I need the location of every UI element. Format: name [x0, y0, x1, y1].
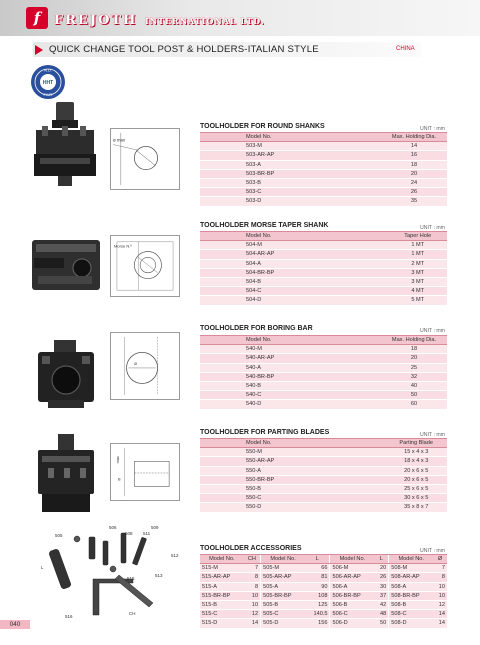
model-number-cell: 515-BR-BP: [200, 591, 244, 600]
table-row: [200, 448, 447, 457]
callout-513: 513: [155, 573, 163, 578]
parting-blade-diagram-label-max: max: [115, 456, 120, 464]
table-row: [200, 188, 447, 197]
certification-seal-icon: [30, 64, 66, 100]
model-number-cell: 540-B: [200, 382, 286, 391]
section-title-accessories: TOOLHOLDER ACCESSORIES: [200, 545, 302, 552]
model-number-cell: 540-D: [200, 400, 286, 409]
model-number-cell: 503-D: [200, 197, 286, 206]
model-number-cell: 503-AR-AP: [200, 151, 286, 160]
table-row: [200, 494, 447, 503]
spec-value-cell: 81: [305, 573, 330, 582]
model-number-cell: 503-C: [200, 188, 286, 197]
table-row: [200, 564, 447, 573]
spec-value-cell: 14: [433, 610, 447, 619]
model-number-cell: 505-B: [261, 601, 305, 610]
spec-value-cell: 7: [433, 564, 447, 573]
parting-blade-diagram-label-b: B: [117, 477, 121, 482]
column-header: Model No.: [200, 232, 293, 241]
spec-value-cell: 108: [305, 591, 330, 600]
morse-taper-holder-photo: [28, 232, 104, 296]
brand-sub: INTERNATIONAL LTD.: [144, 16, 265, 26]
title-arrow-icon: [35, 45, 43, 55]
spec-value-cell: 8: [433, 573, 447, 582]
spec-value-cell: 40: [286, 382, 447, 391]
spec-value-cell: 4 MT: [293, 287, 447, 296]
model-number-cell: 505-BR-BP: [261, 591, 305, 600]
table-row: [200, 372, 447, 381]
spec-value-cell: 25 x 6 x 5: [290, 485, 447, 494]
table-row: [200, 169, 447, 178]
parting-blade-diagram: [110, 443, 180, 501]
spec-value-cell: 125: [305, 601, 330, 610]
table-row: [200, 363, 447, 372]
callout-506: 506: [109, 525, 117, 530]
unit-label-parting-blades: UNIT : mm: [420, 432, 445, 438]
column-header: CH: [244, 555, 261, 564]
callout-ch: CH: [129, 611, 136, 616]
spec-value-cell: 24: [286, 179, 447, 188]
model-number-cell: 503-BR-BP: [200, 169, 286, 178]
spec-value-cell: 18: [286, 160, 447, 169]
page-number: 040: [0, 620, 30, 629]
spec-value-cell: 20 x 6 x 5: [290, 475, 447, 484]
spec-value-cell: 30 x 6 x 5: [290, 494, 447, 503]
model-number-cell: 506-M: [330, 564, 374, 573]
table-row: [200, 287, 447, 296]
spec-value-cell: 14: [433, 619, 447, 628]
spec-value-cell: 20: [286, 169, 447, 178]
column-header: Model No.: [200, 555, 244, 564]
section-title-parting-blades: TOOLHOLDER FOR PARTING BLADES: [200, 429, 330, 436]
model-number-cell: 504-AR-AP: [200, 250, 293, 259]
section-title-round-shanks: TOOLHOLDER FOR ROUND SHANKS: [200, 123, 325, 130]
boring-bar-diagram-label: ø: [134, 361, 137, 367]
spec-value-cell: 50: [374, 619, 389, 628]
unit-label-round-shanks: UNIT : mm: [420, 126, 445, 132]
round-shank-diagram: [110, 128, 180, 190]
spec-value-cell: 10: [244, 591, 261, 600]
model-number-cell: 504-A: [200, 259, 293, 268]
morse-taper-diagram: [110, 235, 180, 297]
model-number-cell: 515-C: [200, 610, 244, 619]
accessories-table: [200, 554, 447, 629]
model-number-cell: 508-B: [389, 601, 433, 610]
spec-value-cell: 20 x 6 x 5: [290, 466, 447, 475]
table-row: [200, 278, 447, 287]
model-number-cell: 550-BR-BP: [200, 475, 290, 484]
spec-value-cell: 140.5: [305, 610, 330, 619]
table-row: [200, 601, 447, 610]
callout-515: 515: [127, 576, 135, 581]
callout-l: L: [41, 565, 44, 570]
spec-value-cell: 18: [286, 345, 447, 354]
model-number-cell: 503-M: [200, 142, 286, 151]
table-row: [200, 296, 447, 305]
callout-516: 516: [65, 614, 73, 619]
spec-value-cell: 5 MT: [293, 296, 447, 305]
seal-bottom-text: FAIR: [43, 92, 53, 97]
spec-value-cell: 3 MT: [293, 268, 447, 277]
spec-value-cell: 1 MT: [293, 241, 447, 250]
parting-blades-table: [200, 438, 447, 513]
spec-value-cell: 8: [244, 582, 261, 591]
column-header: Model No.: [200, 439, 290, 448]
spec-value-cell: 10: [433, 582, 447, 591]
model-number-cell: 550-A: [200, 466, 290, 475]
model-number-cell: 508-A: [389, 582, 433, 591]
spec-value-cell: 26: [286, 188, 447, 197]
column-header: Parting Blade: [290, 439, 447, 448]
model-number-cell: 506-C: [330, 610, 374, 619]
model-number-cell: 540-M: [200, 345, 286, 354]
table-row: [200, 160, 447, 169]
model-number-cell: 506-A: [330, 582, 374, 591]
spec-value-cell: 1 MT: [293, 250, 447, 259]
morse-taper-diagram-label: Morse N.º: [114, 243, 132, 249]
model-number-cell: 505-A: [261, 582, 305, 591]
model-number-cell: 506-BR-BP: [330, 591, 374, 600]
model-number-cell: 505-C: [261, 610, 305, 619]
table-row: [200, 582, 447, 591]
column-header: Max. Holding Dia.: [286, 336, 447, 345]
model-number-cell: 506-D: [330, 619, 374, 628]
table-row: [200, 179, 447, 188]
region-label: CHINA: [396, 46, 415, 52]
model-number-cell: 508-AR-AP: [389, 573, 433, 582]
section-title-boring-bar: TOOLHOLDER FOR BORING BAR: [200, 325, 313, 332]
model-number-cell: 504-C: [200, 287, 293, 296]
model-number-cell: 540-C: [200, 391, 286, 400]
table-row: [200, 400, 447, 409]
model-number-cell: 550-D: [200, 503, 290, 512]
spec-value-cell: 16: [286, 151, 447, 160]
model-number-cell: 508-C: [389, 610, 433, 619]
callout-508: 508: [125, 531, 133, 536]
table-row: [200, 573, 447, 582]
model-number-cell: 505-AR-AP: [261, 573, 305, 582]
round-shanks-table: [200, 132, 447, 207]
model-number-cell: 540-AR-AP: [200, 354, 286, 363]
spec-value-cell: 10: [433, 591, 447, 600]
morse-taper-table: [200, 231, 447, 306]
spec-value-cell: 156: [305, 619, 330, 628]
table-row: [200, 151, 447, 160]
column-header: Model No.: [330, 555, 374, 564]
spec-value-cell: 37: [374, 591, 389, 600]
table-row: [200, 591, 447, 600]
unit-label-morse-taper: UNIT : mm: [420, 225, 445, 231]
spec-value-cell: 35 x 8 x 7: [290, 503, 447, 512]
spec-value-cell: 20: [374, 564, 389, 573]
model-number-cell: 505-D: [261, 619, 305, 628]
brand-main: FREJOTH: [54, 13, 138, 28]
column-header: Taper Hole: [293, 232, 447, 241]
table-row: [200, 466, 447, 475]
spec-value-cell: 30: [374, 582, 389, 591]
accessories-illustration: [33, 519, 181, 623]
model-number-cell: 515-A: [200, 582, 244, 591]
table-row: [200, 354, 447, 363]
spec-value-cell: 14: [286, 142, 447, 151]
spec-value-cell: 2 MT: [293, 259, 447, 268]
callout-511: 511: [143, 531, 151, 536]
spec-value-cell: 15 x 4 x 3: [290, 448, 447, 457]
spec-value-cell: 48: [374, 610, 389, 619]
model-number-cell: 503-B: [200, 179, 286, 188]
model-number-cell: 504-BR-BP: [200, 268, 293, 277]
model-number-cell: 515-AR-AP: [200, 573, 244, 582]
spec-value-cell: 32: [286, 372, 447, 381]
column-header: Model No.: [200, 336, 286, 345]
table-row: [200, 610, 447, 619]
model-number-cell: 503-A: [200, 160, 286, 169]
table-row: [200, 503, 447, 512]
model-number-cell: 508-M: [389, 564, 433, 573]
round-shank-holder-photo: [28, 100, 102, 188]
column-header: Max. Holding Dia.: [286, 133, 447, 142]
seal-top-text: N.D.: [44, 67, 52, 73]
brand-name: [54, 9, 265, 28]
spec-value-cell: 8: [244, 573, 261, 582]
table-row: [200, 259, 447, 268]
model-number-cell: 508-D: [389, 619, 433, 628]
spec-value-cell: 3 MT: [293, 278, 447, 287]
callout-512: 512: [171, 553, 179, 558]
callout-509: 509: [151, 525, 159, 530]
spec-value-cell: 20: [286, 354, 447, 363]
model-number-cell: 505-M: [261, 564, 305, 573]
column-header: L: [305, 555, 330, 564]
column-header: Ø: [433, 555, 447, 564]
spec-value-cell: 12: [244, 610, 261, 619]
model-number-cell: 550-M: [200, 448, 290, 457]
model-number-cell: 508-BR-BP: [389, 591, 433, 600]
model-number-cell: 515-M: [200, 564, 244, 573]
unit-label-boring-bar: UNIT : mm: [420, 328, 445, 334]
model-number-cell: 550-C: [200, 494, 290, 503]
model-number-cell: 540-BR-BP: [200, 372, 286, 381]
model-number-cell: 550-AR-AP: [200, 457, 290, 466]
model-number-cell: 504-M: [200, 241, 293, 250]
spec-value-cell: 66: [305, 564, 330, 573]
spec-value-cell: 60: [286, 400, 447, 409]
model-number-cell: 506-AR-AP: [330, 573, 374, 582]
column-header: Model No.: [200, 133, 286, 142]
spec-value-cell: 14: [244, 619, 261, 628]
model-number-cell: 550-B: [200, 485, 290, 494]
parting-blade-holder-photo: [28, 432, 104, 522]
table-row: [200, 382, 447, 391]
model-number-cell: 515-D: [200, 619, 244, 628]
column-header: Model No.: [261, 555, 305, 564]
column-header: L: [374, 555, 389, 564]
company-logo: f: [26, 7, 48, 29]
spec-value-cell: 7: [244, 564, 261, 573]
spec-value-cell: 35: [286, 197, 447, 206]
page-title: QUICK CHANGE TOOL POST & HOLDERS-ITALIAN STYLE: [49, 44, 319, 55]
table-row: [200, 250, 447, 259]
boring-bar-holder-photo: [28, 338, 104, 410]
model-number-cell: 504-B: [200, 278, 293, 287]
table-row: [200, 391, 447, 400]
table-row: [200, 475, 447, 484]
table-row: [200, 268, 447, 277]
model-number-cell: 540-A: [200, 363, 286, 372]
model-number-cell: 515-B: [200, 601, 244, 610]
boring-bar-diagram: [110, 332, 180, 400]
model-number-cell: 504-D: [200, 296, 293, 305]
column-header: Model No.: [389, 555, 433, 564]
unit-label-accessories: UNIT : mm: [420, 548, 445, 554]
table-row: [200, 241, 447, 250]
table-row: [200, 457, 447, 466]
seal-center-text: HHT: [42, 80, 54, 86]
boring-bar-table: [200, 335, 447, 410]
table-row: [200, 142, 447, 151]
spec-value-cell: 18 x 4 x 3: [290, 457, 447, 466]
spec-value-cell: 12: [433, 601, 447, 610]
table-row: [200, 197, 447, 206]
spec-value-cell: 42: [374, 601, 389, 610]
spec-value-cell: 50: [286, 391, 447, 400]
spec-value-cell: 26: [374, 573, 389, 582]
model-number-cell: 506-B: [330, 601, 374, 610]
callout-505: 505: [55, 533, 63, 538]
table-row: [200, 619, 447, 628]
spec-value-cell: 25: [286, 363, 447, 372]
section-title-morse-taper: TOOLHOLDER MORSE TAPER SHANK: [200, 222, 329, 229]
spec-value-cell: 90: [305, 582, 330, 591]
spec-value-cell: 10: [244, 601, 261, 610]
table-row: [200, 485, 447, 494]
round-shank-diagram-label: ø max: [113, 137, 126, 143]
table-row: [200, 345, 447, 354]
